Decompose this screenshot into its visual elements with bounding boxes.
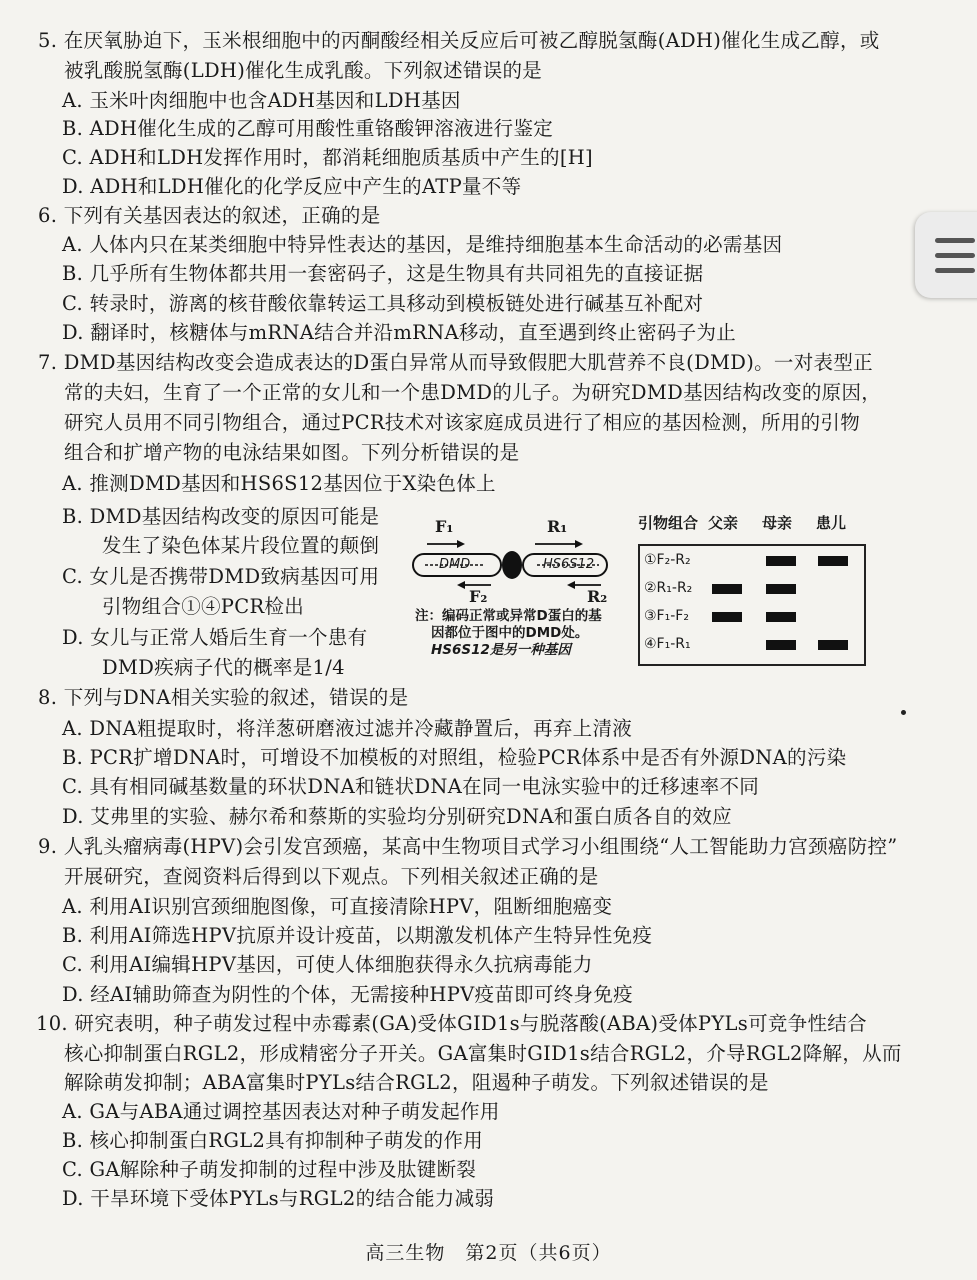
- gel-band-child: [818, 640, 848, 650]
- q8-option-b: B. PCR扩增DNA时，可增设不加模板的对照组，检验PCR体系中是否有外源DNA的污染: [62, 746, 847, 769]
- gel-row-label: ④F₁-R₁: [644, 636, 691, 652]
- q9-option-c: C. 利用AI编辑HPV基因，可使人体细胞获得永久抗病毒能力: [62, 953, 593, 976]
- q10-stem-line3: 解除萌发抑制；ABA富集时PYLs结合RGL2，阻遏种子萌发。下列叙述错误的是: [64, 1071, 769, 1094]
- gel-band-mother: [766, 556, 796, 566]
- q7-option-d-line2: DMD疾病子代的概率是1/4: [102, 656, 345, 679]
- gel-band-father: [712, 612, 742, 622]
- gel-row-label: ①F₂-R₂: [644, 552, 691, 568]
- q7-stem-line3: 研究人员用不同引物组合，通过PCR技术对该家庭成员进行了相应的基因检测，所用的引物: [64, 411, 861, 434]
- gel-box: [638, 544, 866, 666]
- q5-stem-line2: 被乳酸脱氢酶(LDH)催化生成乳酸。下列叙述错误的是: [64, 59, 543, 82]
- q7-option-c-line2: 引物组合①④PCR检出: [102, 595, 305, 618]
- label-dmd: DMD: [439, 557, 471, 572]
- gel-row-label: ③F₁-F₂: [644, 608, 689, 624]
- q7-stem-line4: 组合和扩增产物的电泳结果如图。下列分析错误的是: [64, 441, 520, 464]
- menu-icon-bar: [935, 253, 975, 258]
- q5-option-a: A. 玉米叶肉细胞中也含ADH基因和LDH基因: [62, 89, 461, 112]
- q8-stem: 8. 下列与DNA相关实验的叙述，错误的是: [38, 686, 409, 709]
- q9-option-a: A. 利用AI识别宫颈细胞图像，可直接清除HPV，阻断细胞癌变: [62, 895, 613, 918]
- q8-option-a: A. DNA粗提取时，将洋葱研磨液过滤并冷藏静置后，再弃上清液: [62, 717, 633, 740]
- q5-stem-line1: 5. 在厌氧胁迫下，玉米根细胞中的丙酮酸经相关反应后可被乙醇脱氢酶(ADH)催化生成乙醇，或: [38, 29, 880, 52]
- gel-row-label: ②R₁-R₂: [644, 580, 693, 596]
- q8-option-c: C. 具有相同碱基数量的环状DNA和链状DNA在同一电泳实验中的迁移速率不同: [62, 775, 760, 798]
- label-hs6s12: HS6S12: [543, 557, 595, 572]
- q9-option-d: D. 经AI辅助筛查为阴性的个体，无需接种HPV疫苗即可终身免疫: [62, 983, 633, 1006]
- menu-icon-bar: [935, 268, 975, 273]
- q6-stem: 6. 下列有关基因表达的叙述，正确的是: [38, 204, 381, 227]
- gel-band-child: [818, 556, 848, 566]
- menu-icon-bar: [935, 238, 975, 243]
- q5-option-c: C. ADH和LDH发挥作用时，都消耗细胞质基质中产生的[H]: [62, 146, 593, 169]
- q7-option-b-line2: 发生了染色体某片段位置的颠倒: [102, 534, 380, 557]
- label-f2: F₂: [469, 587, 488, 606]
- arrow-f2-head: [457, 581, 465, 589]
- q10-option-c: C. GA解除种子萌发抑制的过程中涉及肽键断裂: [62, 1158, 477, 1181]
- figure-note-line2: 因都位于图中的DMD处。: [431, 625, 589, 641]
- gel-header-father: 父亲: [708, 514, 739, 532]
- centromere: [502, 551, 522, 579]
- page-footer: 高三生物 第2页（共6页）: [365, 1242, 612, 1264]
- q6-option-d: D. 翻译时，核糖体与mRNA结合并沿mRNA移动，直至遇到终止密码子为止: [62, 321, 737, 344]
- q9-stem-line2: 开展研究，查阅资料后得到以下观点。下列相关叙述正确的是: [64, 865, 599, 888]
- q7-stem-line2: 常的夫妇，生育了一个正常的女儿和一个患DMD的儿子。为研究DMD基因结构改变的原因，: [64, 381, 882, 404]
- arrow-r2-head: [567, 581, 575, 589]
- q8-option-d: D. 艾弗里的实验、赫尔希和蔡斯的实验均分别研究DNA和蛋白质各自的效应: [62, 805, 732, 828]
- q6-option-b: B. 几乎所有生物体都共用一套密码子，这是生物具有共同祖先的直接证据: [62, 262, 704, 285]
- q7-option-c-line1: C. 女儿是否携带DMD致病基因可用: [62, 565, 380, 588]
- label-r2: R₂: [587, 587, 608, 606]
- q7-option-d-line1: D. 女儿与正常人婚后生育一个患有: [62, 626, 368, 649]
- q10-option-d: D. 干旱环境下受体PYLs与RGL2的结合能力减弱: [62, 1187, 495, 1210]
- q10-stem-line1: 10. 研究表明，种子萌发过程中赤霉素(GA)受体GID1s与脱落酸(ABA)受体PYLs可竞争性结合: [36, 1012, 867, 1035]
- stray-dot: [901, 710, 906, 715]
- label-f1: F₁: [435, 517, 454, 536]
- chromosome-diagram: [405, 512, 615, 662]
- figure-note-line3: HS6S12是另一种基因: [431, 642, 571, 658]
- q5-option-d: D. ADH和LDH催化的化学反应中产生的ATP量不等: [62, 175, 522, 198]
- arrow-r1-head: [575, 540, 583, 548]
- gel-header-mother: 母亲: [762, 514, 793, 532]
- arrow-f1-head: [457, 540, 465, 548]
- q6-option-a: A. 人体内只在某类细胞中特异性表达的基因，是维持细胞基本生命活动的必需基因: [62, 233, 783, 256]
- q7-stem-line1: 7. DMD基因结构改变会造成表达的D蛋白异常从而导致假肥大肌营养不良(DMD)。一对表型正: [38, 351, 873, 374]
- gel-band-father: [712, 584, 742, 594]
- q9-option-b: B. 利用AI筛选HPV抗原并设计疫苗，以期激发机体产生特异性免疫: [62, 924, 653, 947]
- label-r1: R₁: [547, 517, 568, 536]
- q7-option-a: A. 推测DMD基因和HS6S12基因位于X染色体上: [62, 472, 496, 495]
- figure-note-line1: 注：编码正常或异常D蛋白的基: [415, 608, 602, 624]
- gel-band-mother: [766, 640, 796, 650]
- q10-option-a: A. GA与ABA通过调控基因表达对种子萌发起作用: [62, 1100, 500, 1123]
- gel-header-child: 患儿: [816, 514, 847, 532]
- gel-header-primer: 引物组合: [638, 514, 699, 532]
- gel-band-mother: [766, 584, 796, 594]
- floating-menu-button[interactable]: [915, 212, 977, 298]
- q5-option-b: B. ADH催化生成的乙醇可用酸性重铬酸钾溶液进行鉴定: [62, 117, 554, 140]
- q9-stem-line1: 9. 人乳头瘤病毒(HPV)会引发宫颈癌，某高中生物项目式学习小组围绕“人工智能助力宫颈癌防控”: [38, 835, 898, 858]
- gel-band-mother: [766, 612, 796, 622]
- gel-electrophoresis: [636, 512, 866, 667]
- q10-option-b: B. 核心抑制蛋白RGL2具有抑制种子萌发的作用: [62, 1129, 484, 1152]
- q7-option-b-line1: B. DMD基因结构改变的原因可能是: [62, 505, 380, 528]
- q10-stem-line2: 核心抑制蛋白RGL2，形成精密分子开关。GA富集时GID1s结合RGL2，介导RGL2降解，从而: [64, 1042, 902, 1065]
- q6-option-c: C. 转录时，游离的核苷酸依靠转运工具移动到模板链处进行碱基互补配对: [62, 292, 704, 315]
